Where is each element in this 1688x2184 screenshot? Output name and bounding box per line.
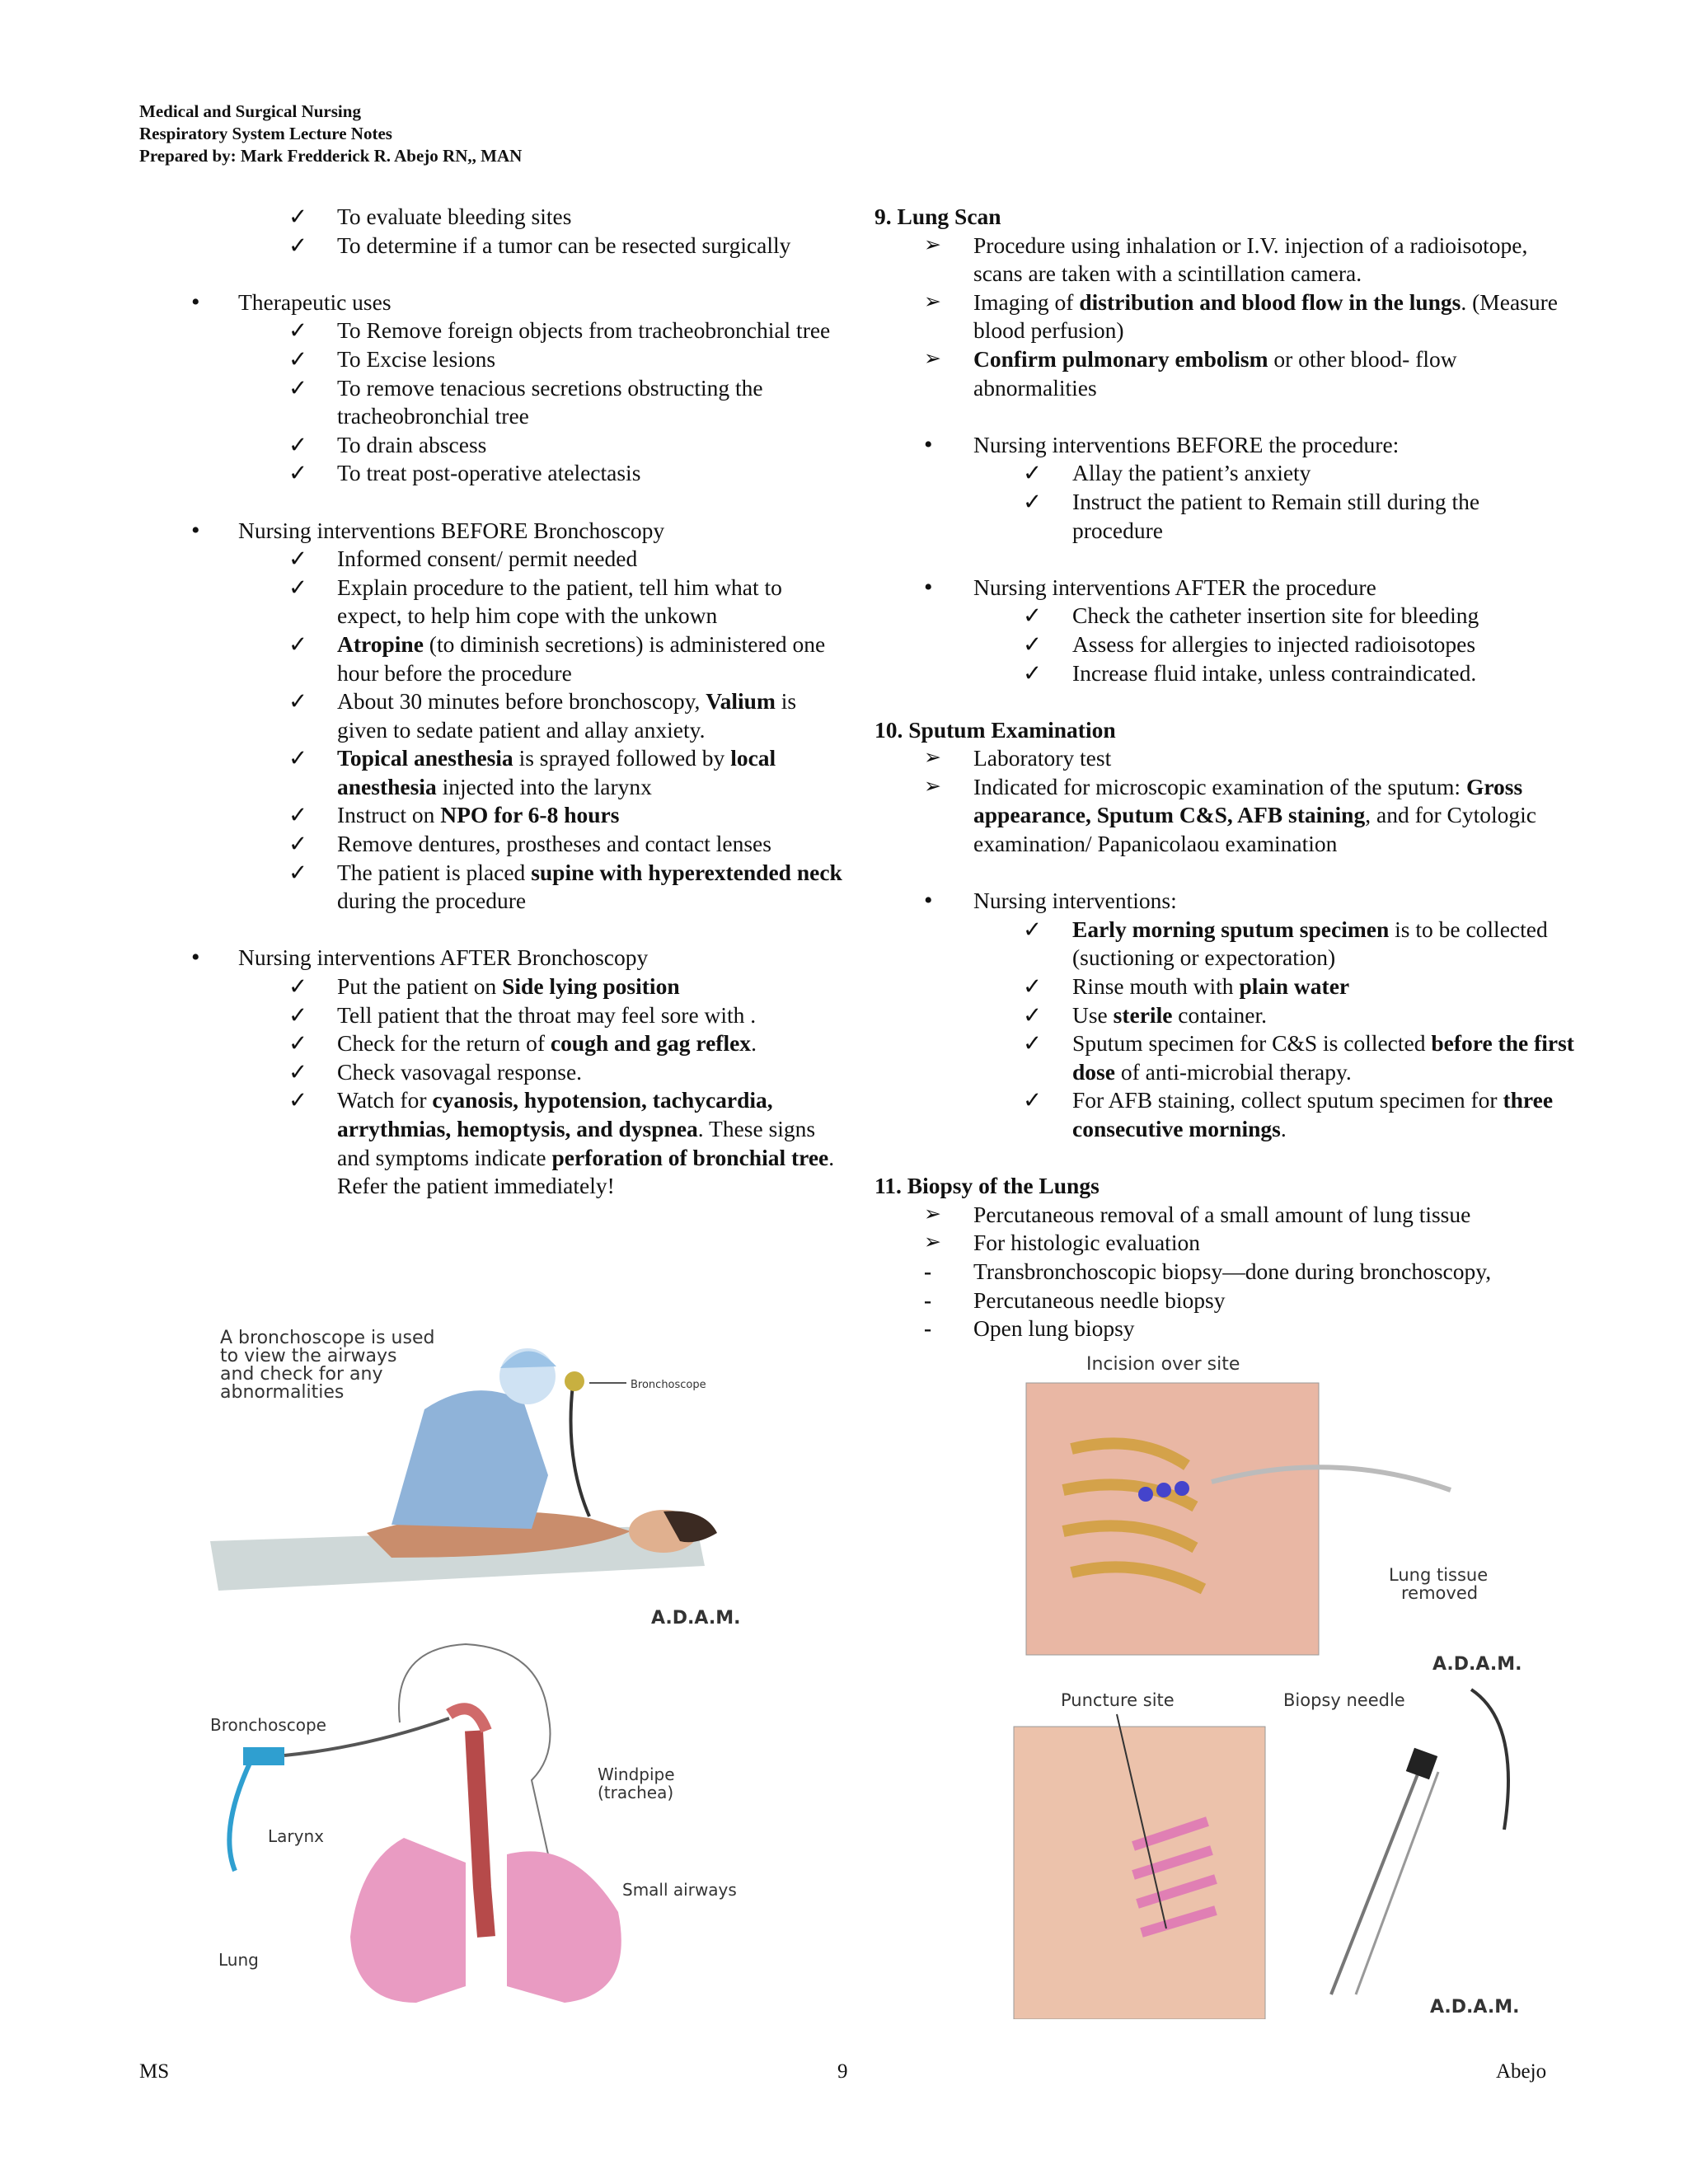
label-small-airways: Small airways xyxy=(622,1880,737,1900)
lung-scan-after-heading: • Nursing interventions AFTER the procedure xyxy=(874,574,1575,602)
dash-item: - Percutaneous needle biopsy xyxy=(874,1286,1575,1315)
document-header xyxy=(139,101,522,167)
needle-biopsy-figure xyxy=(1010,1681,1554,2019)
check-item: ✓ Rinse mouth with plain water xyxy=(874,972,1575,1001)
check-item: ✓ To determine if a tumor can be resected surgically xyxy=(191,232,851,260)
check-item: ✓ To Remove foreign objects from tracheobronchial tree xyxy=(191,316,851,345)
adam-logo: A.D.A.M. xyxy=(651,1608,741,1629)
check-item: ✓ Topical anesthesia is sprayed followed by local anesthesia injected into the larynx xyxy=(191,744,851,801)
therapeutic-heading: • Therapeutic uses xyxy=(191,288,851,317)
check-item: ✓ To remove tenacious secretions obstructing the tracheobronchial tree xyxy=(191,374,851,431)
footer-left: MS xyxy=(139,2060,170,2083)
check-item: ✓ For AFB staining, collect sputum specimen for three consecutive mornings. xyxy=(874,1086,1575,1143)
biopsy-needle-label: Biopsy needle xyxy=(1283,1690,1405,1710)
after-bronchoscopy-heading: • Nursing interventions AFTER Bronchoscopy xyxy=(191,944,851,972)
arrow-item: ➢ Procedure using inhalation or I.V. injection of a radioisotope, scans are taken with a scintillation camera. xyxy=(874,232,1575,288)
check-item: ✓ Early morning sputum specimen is to be collected (suctioning or expectoration) xyxy=(874,916,1575,972)
arrow-item: ➢ Laboratory test xyxy=(874,744,1575,773)
dash-item: - Open lung biopsy xyxy=(874,1315,1575,1343)
check-item: ✓ Remove dentures, prostheses and contact lenses xyxy=(191,830,851,859)
footer-right: Abejo xyxy=(1496,2060,1547,2083)
label-lung: Lung xyxy=(218,1950,259,1970)
arrow-item: ➢ Indicated for microscopic examination of the sputum: Gross appearance, Sputum C&S, AFB staining, and for Cytologic examination/ Papanicolaou examination xyxy=(874,773,1575,859)
lung-tissue-label: Lung tissue xyxy=(1389,1565,1489,1585)
check-item: ✓ To Excise lesions xyxy=(191,345,851,374)
label-windpipe: Windpipe xyxy=(598,1765,675,1784)
header-course: Medical and Surgical Nursing xyxy=(139,101,361,121)
right-column xyxy=(874,203,1575,1343)
arrow-item: ➢ Confirm pulmonary embolism or other blood- flow abnormalities xyxy=(874,345,1575,402)
check-item: ✓ Watch for cyanosis, hypotension, tachycardia, arrythmias, hemoptysis, and dyspnea. These signs and symptoms indicate perforation of bronchial tree. Refer the patient immediately! xyxy=(191,1086,851,1200)
figure-caption-line: to view the airways xyxy=(220,1346,397,1366)
check-item: ✓ Sputum specimen for C&S is collected before the first dose of anti-microbial therapy. xyxy=(874,1029,1575,1086)
figure-caption-line: A bronchoscope is used xyxy=(220,1328,435,1348)
airway-anatomy-figure xyxy=(202,1640,771,2019)
check-item: ✓ Check for the return of cough and gag reflex. xyxy=(191,1029,851,1058)
check-item: ✓ To evaluate bleeding sites xyxy=(191,203,851,232)
label-trachea: (trachea) xyxy=(598,1783,674,1802)
check-item: ✓ Instruct the patient to Remain still during the procedure xyxy=(874,488,1575,545)
check-item: ✓ Atropine (to diminish secretions) is administered one hour before the procedure xyxy=(191,630,851,687)
check-item: ✓ Check vasovagal response. xyxy=(191,1058,851,1087)
puncture-site-label: Puncture site xyxy=(1061,1690,1175,1710)
check-item: ✓ Increase fluid intake, unless contraindicated. xyxy=(874,659,1575,688)
label-bronchoscope: Bronchoscope xyxy=(210,1715,326,1735)
lung-tissue-label: removed xyxy=(1401,1583,1479,1603)
check-item: ✓ Allay the patient’s anxiety xyxy=(874,459,1575,488)
check-item: ✓ Informed consent/ permit needed xyxy=(191,545,851,574)
incision-label: Incision over site xyxy=(1086,1354,1240,1375)
figure-caption-line: abnormalities xyxy=(220,1382,345,1403)
check-item: ✓ Use sterile container. xyxy=(874,1001,1575,1030)
header-author: Prepared by: Mark Fredderick R. Abejo RN,, MAN xyxy=(139,146,523,166)
figure-caption-line: and check for any xyxy=(220,1364,383,1385)
label-larynx: Larynx xyxy=(268,1826,324,1846)
check-item: ✓ Instruct on NPO for 6-8 hours xyxy=(191,801,851,830)
check-item: ✓ Check the catheter insertion site for bleeding xyxy=(874,602,1575,630)
check-item: ✓ To drain abscess xyxy=(191,431,851,460)
page-number: 9 xyxy=(837,2060,848,2083)
check-item: ✓ Explain procedure to the patient, tell him what to expect, to help him cope with the unkown xyxy=(191,574,851,630)
check-item: ✓ The patient is placed supine with hyperextended neck during the procedure xyxy=(191,859,851,916)
dash-item: - Transbronchoscopic biopsy—done during bronchoscopy, xyxy=(874,1258,1575,1286)
check-item: ✓ Assess for allergies to injected radioisotopes xyxy=(874,630,1575,659)
lung-scan-heading: 9. Lung Scan xyxy=(874,204,1001,229)
sputum-heading: 10. Sputum Examination xyxy=(874,716,1116,743)
adam-logo: A.D.A.M. xyxy=(1432,1654,1522,1675)
check-item: ✓ About 30 minutes before bronchoscopy, Valium is given to sedate patient and allay anxiety. xyxy=(191,687,851,744)
before-bronchoscopy-heading: • Nursing interventions BEFORE Bronchoscopy xyxy=(191,517,851,546)
sputum-interventions-heading: • Nursing interventions: xyxy=(874,887,1575,916)
adam-logo: A.D.A.M. xyxy=(1430,1997,1520,2018)
lung-scan-before-heading: • Nursing interventions BEFORE the procedure: xyxy=(874,431,1575,460)
check-item: ✓ Tell patient that the throat may feel sore with . xyxy=(191,1001,851,1030)
header-topic: Respiratory System Lecture Notes xyxy=(139,124,392,143)
arrow-item: ➢ Percutaneous removal of a small amount of lung tissue xyxy=(874,1201,1575,1230)
bronchoscope-label: Bronchoscope xyxy=(631,1379,706,1391)
bronchoscopy-procedure-figure xyxy=(202,1310,771,1640)
check-item: ✓ To treat post-operative atelectasis xyxy=(191,459,851,488)
arrow-item: ➢ For histologic evaluation xyxy=(874,1229,1575,1258)
biopsy-heading: 11. Biopsy of the Lungs xyxy=(874,1173,1100,1199)
arrow-item: ➢ Imaging of distribution and blood flow in the lungs. (Measure blood perfusion) xyxy=(874,288,1575,345)
open-lung-biopsy-figure xyxy=(1022,1350,1558,1680)
left-column xyxy=(191,203,851,1201)
check-item: ✓ Put the patient on Side lying position xyxy=(191,972,851,1001)
